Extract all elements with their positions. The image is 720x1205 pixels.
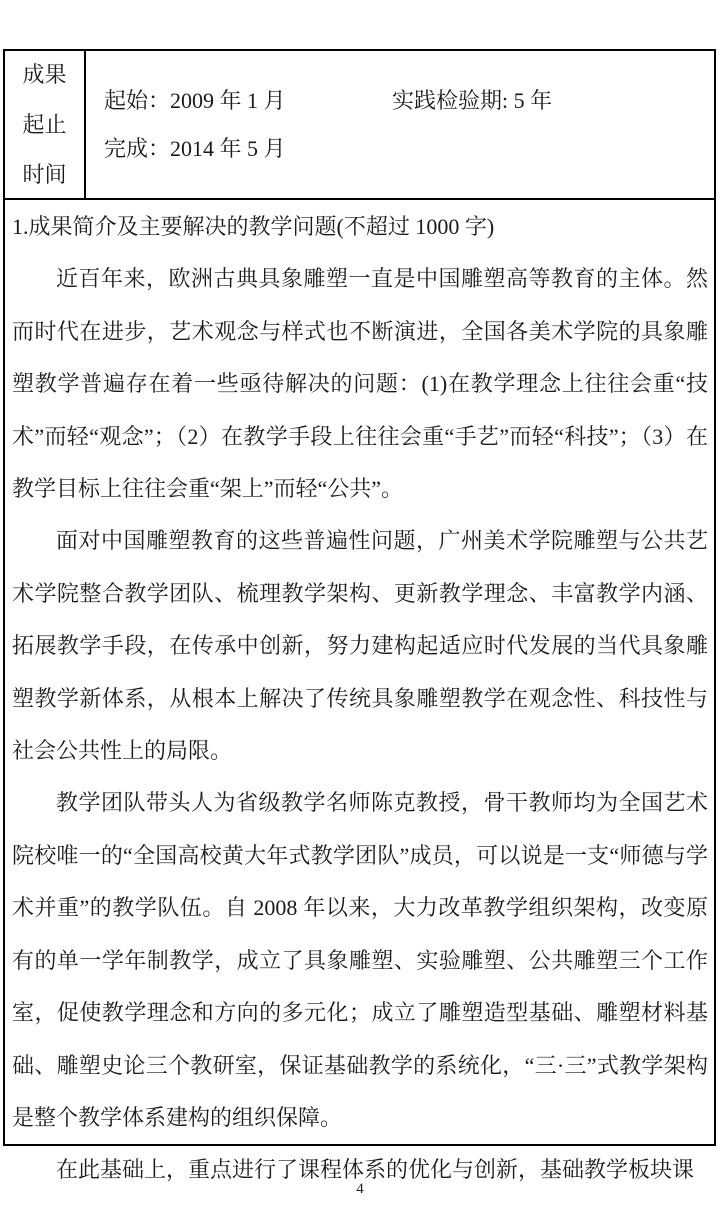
duration-header-line-3: 时间 <box>22 161 67 187</box>
summary-paragraph-1: 近百年来，欧洲古典具象雕塑一直是中国雕塑高等教育的主体。然而时代在进步，艺术观念与样式也不断演进，全国各美术学院的具象雕塑教学普遍存在着一些亟待解决的问题：(1)在教学理念上往往会重“技术”而轻“观念”；（2）在教学手段上往往会重“手艺”而轻“科技”；（3）在教学目标上往往会重“架上”而轻“公共”。 <box>12 266 708 502</box>
start-date-value: 起始：2009 年 1 月 <box>104 88 286 113</box>
section-heading: 1.成果简介及主要解决的教学问题(不超过 1000 字) <box>12 214 495 239</box>
summary-paragraph-4: 在此基础上，重点进行了课程体系的优化与创新，基础教学板块课 <box>56 1157 695 1183</box>
summary-paragraph-3: 教学团队带头人为省级教学名师陈克教授，骨干教师均为全国艺术院校唯一的“全国高校黄大年式教学团队”成员，可以说是一支“师德与学术并重”的教学队伍。自 2008 年以来，大力改革教学组织架构，改变原有的单一学年制教学，成立了具象雕塑、实验雕塑、公共雕塑三个工作室，促使教学理念和方向的多元化；成立了雕塑造型基础、雕塑材料基础、雕塑史论三个教研室，保证基础教学的系统化，“三·三”式教学架构是整个教学体系建构的组织保障。 <box>12 790 708 1130</box>
practice-period-value: 实践检验期: 5 年 <box>392 88 553 113</box>
finish-date-line <box>104 125 714 173</box>
achievement-form-table <box>3 49 716 1183</box>
duration-row <box>5 51 714 200</box>
start-date-line <box>104 77 714 125</box>
duration-dates-cell <box>86 51 714 198</box>
page-number: 4 <box>356 1181 364 1197</box>
finish-date-value: 完成：2014 年 5 月 <box>104 136 286 161</box>
duration-header-line-1: 成果 <box>22 61 67 87</box>
duration-header-line-2: 起止 <box>22 111 67 137</box>
summary-paragraph-2: 面对中国雕塑教育的这些普遍性问题，广州美术学院雕塑与公共艺术学院整合教学团队、梳理教学架构、更新教学理念、丰富教学内涵、拓展教学手段，在传承中创新，努力建构起适应时代发展的当代具象雕塑教学新体系，从根本上解决了传统具象雕塑教学在观念性、科技性与社会公共性上的局限。 <box>12 528 708 764</box>
duration-row-header-cell <box>5 51 86 198</box>
summary-section-cell <box>5 200 714 1183</box>
